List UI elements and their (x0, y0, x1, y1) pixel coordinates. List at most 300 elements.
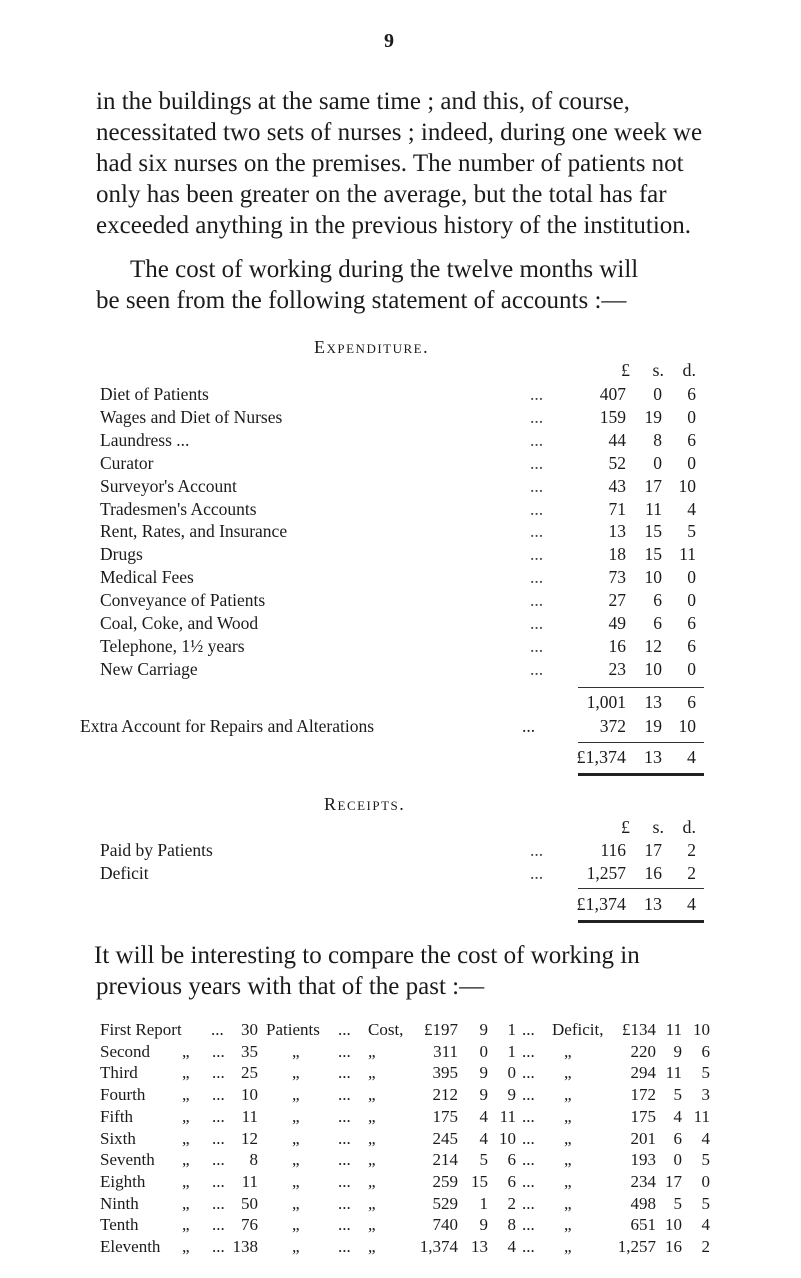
cost-paragraph (96, 254, 736, 316)
deficit-pence: 4 (701, 1128, 710, 1148)
ditto-mark: „ (368, 1171, 376, 1191)
amount-pounds: 49 (608, 613, 626, 633)
compare-line: It will be interesting to compare the cost of working in (94, 942, 640, 969)
ditto-mark: „ (368, 1085, 376, 1105)
report-name: First Report (100, 1020, 182, 1039)
cost-pence: 4 (507, 1237, 516, 1256)
expenditure-row (0, 499, 801, 522)
leader-dots: ... (530, 498, 544, 519)
amount-shillings: 6 (653, 613, 662, 633)
expenditure-label: New Carriage (100, 658, 198, 679)
deficit-shillings: 11 (665, 1063, 682, 1083)
leader-dots: ... (211, 1020, 224, 1039)
receipts-double-rule (578, 920, 704, 923)
cost-pence: 6 (507, 1150, 516, 1170)
leader-dots: ... (530, 544, 544, 565)
cost-shillings: 5 (479, 1150, 488, 1170)
amount-pence: 4 (687, 498, 696, 519)
deficit-pence: 10 (693, 1020, 710, 1039)
leader-dots: ... (522, 1063, 535, 1083)
cost-pounds: 212 (432, 1085, 458, 1105)
ditto-mark: „ (564, 1215, 572, 1235)
deficit-shillings: 6 (673, 1128, 682, 1148)
leader-dots: ... (212, 1150, 225, 1170)
report-name: Fifth (100, 1106, 134, 1126)
patients-count: 11 (241, 1106, 258, 1126)
receipts-label: Paid by Patients (100, 840, 213, 860)
leader-dots: ... (212, 1193, 225, 1213)
ditto-mark: „ (182, 1193, 190, 1213)
report-name: Fourth (100, 1085, 146, 1105)
deficit-pounds: 498 (630, 1193, 656, 1213)
leader-dots: ... (522, 1106, 535, 1126)
expenditure-row (0, 567, 801, 590)
amount-pence: 0 (687, 406, 696, 427)
expenditure-label: Curator (100, 452, 154, 473)
ditto-mark: „ (292, 1193, 300, 1213)
amount-shillings: 16 (644, 863, 662, 883)
expenditure-label: Diet of Patients (100, 384, 209, 404)
amount-pence: 2 (687, 863, 696, 883)
amount-pence: 0 (687, 452, 696, 473)
leader-dots: ... (522, 1193, 535, 1213)
leader-dots: ... (522, 1085, 535, 1105)
leader-dots: ... (338, 1128, 351, 1148)
cost-shillings: 9 (479, 1020, 488, 1039)
leader-dots: ... (530, 613, 544, 633)
ditto-mark: „ (182, 1106, 190, 1126)
deficit-label: Deficit, (552, 1020, 604, 1039)
amount-pounds: 16 (608, 635, 626, 656)
cost-pence: 2 (507, 1193, 516, 1213)
deficit-pence: 5 (701, 1193, 710, 1213)
amount-shillings: 17 (644, 840, 662, 860)
comparison-row (0, 1129, 801, 1151)
ditto-mark: „ (182, 1063, 190, 1083)
patients-count: 35 (241, 1041, 258, 1061)
pound-unit: £ (621, 360, 630, 380)
amount-pounds: 43 (608, 475, 626, 496)
ditto-mark: „ (292, 1041, 300, 1061)
amount-shillings: 11 (645, 498, 662, 519)
deficit-pounds: 175 (630, 1106, 656, 1126)
deficit-pence: 2 (701, 1237, 710, 1256)
amount-shillings: 10 (644, 658, 662, 679)
amount-pounds: 52 (608, 452, 626, 473)
intro-paragraph (96, 86, 736, 241)
expenditure-label: Telephone, 1½ years (100, 635, 245, 656)
leader-dots: ... (212, 1171, 225, 1191)
ditto-mark: „ (564, 1063, 572, 1083)
amount-shillings: 19 (644, 406, 662, 427)
expenditure-row (0, 544, 801, 567)
pence-unit: d. (682, 817, 696, 837)
ditto-mark: „ (368, 1237, 376, 1256)
deficit-pounds: 201 (630, 1128, 656, 1148)
cost-pounds: 245 (432, 1128, 458, 1148)
expenditure-title: Expenditure. (314, 337, 430, 357)
amount-pounds: 71 (608, 498, 626, 519)
ditto-mark: „ (368, 1193, 376, 1213)
patients-count: 138 (232, 1237, 258, 1256)
ditto-mark: „ (564, 1128, 572, 1148)
patients-count: 11 (241, 1171, 258, 1191)
amount-pounds: 73 (608, 567, 626, 588)
comparison-row (0, 1042, 801, 1064)
patients-count: 76 (241, 1215, 258, 1235)
amount-pence: 0 (687, 567, 696, 588)
ditto-mark: „ (564, 1193, 572, 1213)
report-name: Seventh (100, 1150, 155, 1170)
deficit-pence: 0 (701, 1171, 710, 1191)
deficit-pence: 4 (701, 1215, 710, 1235)
ditto-mark: „ (292, 1171, 300, 1191)
expenditure-row (0, 613, 801, 636)
leader-dots: ... (522, 1150, 535, 1170)
leader-dots: ... (530, 452, 544, 473)
ditto-mark: „ (292, 1150, 300, 1170)
ditto-mark: „ (292, 1237, 300, 1256)
amount-pence: 10 (678, 475, 696, 496)
comparison-row (0, 1107, 801, 1129)
cost-pounds: 395 (432, 1063, 458, 1083)
subtotal-shillings: 13 (644, 692, 662, 712)
expenditure-label: Surveyor's Account (100, 475, 237, 496)
amount-pounds: 13 (608, 521, 626, 542)
leader-dots: ... (338, 1063, 351, 1083)
patients-count: 12 (241, 1128, 258, 1148)
receipts-units (0, 817, 801, 839)
leader-dots: ... (530, 635, 544, 656)
deficit-shillings: 9 (673, 1041, 682, 1061)
leader-dots: ... (522, 1215, 535, 1235)
cost-label: Cost, (368, 1020, 404, 1039)
cost-shillings: 13 (471, 1237, 488, 1256)
intro-line: only has been greater on the average, but the total has far (96, 181, 667, 208)
expenditure-row (0, 659, 801, 682)
deficit-shillings: 0 (673, 1150, 682, 1170)
deficit-pence: 6 (701, 1041, 710, 1061)
amount-pence: 2 (687, 840, 696, 860)
amount-shillings: 12 (644, 635, 662, 656)
report-name: Tenth (100, 1215, 139, 1235)
deficit-pounds: 220 (630, 1041, 656, 1061)
expenditure-label: Coal, Coke, and Wood (100, 613, 259, 633)
compare-paragraph (96, 940, 736, 1002)
receipts-label: Deficit (100, 863, 149, 883)
amount-pence: 6 (687, 429, 696, 450)
amount-pence: 5 (687, 521, 696, 542)
receipts-row (0, 840, 801, 863)
leader-dots: ... (338, 1237, 351, 1256)
ditto-mark: „ (368, 1106, 376, 1126)
deficit-pence: 5 (701, 1063, 710, 1083)
pound-unit: £ (621, 817, 630, 837)
cost-pence: 9 (507, 1085, 516, 1105)
leader-dots: ... (338, 1171, 351, 1191)
leader-dots: ... (212, 1063, 225, 1083)
ditto-mark: „ (564, 1150, 572, 1170)
report-name: Second (100, 1041, 151, 1061)
deficit-shillings: 16 (665, 1237, 682, 1256)
ditto-mark: „ (182, 1128, 190, 1148)
leader-dots: ... (522, 1020, 535, 1039)
expenditure-label: Drugs (100, 544, 143, 565)
report-name: Sixth (100, 1128, 136, 1148)
expenditure-label: Medical Fees (100, 567, 194, 588)
patients-count: 10 (241, 1085, 258, 1105)
expenditure-total (0, 747, 801, 770)
report-name: Eighth (100, 1171, 146, 1191)
cost-shillings: 15 (471, 1171, 488, 1191)
leader-dots: ... (212, 1215, 225, 1235)
cost-pounds: 175 (432, 1106, 458, 1126)
amount-shillings: 8 (653, 429, 662, 450)
cost-shillings: 0 (479, 1041, 488, 1061)
report-name: Ninth (100, 1193, 139, 1213)
ditto-mark: „ (368, 1215, 376, 1235)
intro-line: exceeded anything in the previous history of the institution. (96, 212, 692, 239)
amount-shillings: 17 (644, 475, 662, 496)
total-rule (578, 742, 704, 743)
deficit-pence: 3 (701, 1085, 710, 1105)
amount-shillings: 15 (644, 521, 662, 542)
receipts-total (0, 894, 801, 917)
cost-pence: 10 (499, 1128, 516, 1148)
cost-pounds: 740 (432, 1215, 458, 1235)
cost-shillings: 4 (479, 1128, 488, 1148)
deficit-pounds: 294 (630, 1063, 656, 1083)
compare-line: previous years with that of the past :— (96, 973, 485, 1000)
ditto-mark: „ (368, 1128, 376, 1148)
cost-shillings: 9 (479, 1063, 488, 1083)
comparison-row (0, 1020, 801, 1042)
ditto-mark: „ (564, 1085, 572, 1105)
expenditure-label: Conveyance of Patients (100, 590, 266, 611)
comparison-row (0, 1237, 801, 1259)
leader-dots: ... (530, 567, 544, 588)
amount-pounds: 27 (608, 590, 626, 611)
amount-pounds: 18 (608, 544, 626, 565)
ditto-mark: „ (292, 1128, 300, 1148)
deficit-shillings: 4 (673, 1106, 682, 1126)
extra-pence: 10 (678, 716, 696, 736)
ditto-mark: „ (292, 1085, 300, 1105)
ditto-mark: „ (182, 1041, 190, 1061)
shilling-unit: s. (652, 360, 664, 380)
leader-dots: ... (522, 1128, 535, 1148)
ditto-mark: „ (564, 1237, 572, 1256)
leader-dots: ... (530, 384, 544, 404)
page-number: 9 (384, 30, 394, 52)
ditto-mark: „ (182, 1085, 190, 1105)
ditto-mark: „ (292, 1215, 300, 1235)
cost-pounds: 214 (432, 1150, 458, 1170)
deficit-pounds: 651 (630, 1215, 656, 1235)
expenditure-row (0, 636, 801, 659)
amount-pounds: 44 (608, 429, 626, 450)
expenditure-row (0, 384, 801, 407)
leader-dots: ... (530, 406, 544, 427)
leader-dots: ... (530, 590, 544, 611)
amount-pounds: 116 (600, 840, 626, 860)
shilling-unit: s. (652, 817, 664, 837)
ditto-mark: „ (564, 1041, 572, 1061)
leader-dots: ... (212, 1041, 225, 1061)
comparison-row (0, 1150, 801, 1172)
amount-shillings: 15 (644, 544, 662, 565)
deficit-shillings: 17 (665, 1171, 682, 1191)
patients-count: 8 (249, 1150, 258, 1170)
amount-shillings: 10 (644, 567, 662, 588)
expenditure-label: Tradesmen's Accounts (100, 498, 257, 519)
deficit-shillings: 5 (673, 1085, 682, 1105)
total-pence: 4 (687, 747, 696, 767)
amount-shillings: 0 (653, 384, 662, 404)
patients-count: 50 (241, 1193, 258, 1213)
receipts-total-shillings: 13 (644, 894, 662, 914)
expenditure-row (0, 476, 801, 499)
leader-dots: ... (530, 475, 544, 496)
leader-dots: ... (522, 716, 536, 736)
amount-pence: 6 (687, 635, 696, 656)
cost-pence: 6 (507, 1171, 516, 1191)
leader-dots: ... (338, 1150, 351, 1170)
deficit-shillings: 11 (665, 1020, 682, 1039)
expenditure-row (0, 407, 801, 430)
leader-dots: ... (212, 1106, 225, 1126)
deficit-pounds: 1,257 (617, 1237, 656, 1256)
cost-pence: 1 (507, 1020, 516, 1039)
amount-pounds: 23 (608, 658, 626, 679)
leader-dots: ... (530, 658, 544, 679)
amount-pence: 11 (679, 544, 696, 565)
amount-shillings: 0 (653, 452, 662, 473)
ditto-mark: „ (292, 1063, 300, 1083)
leader-dots: ... (212, 1237, 225, 1256)
leader-dots: ... (522, 1171, 535, 1191)
leader-dots: ... (338, 1215, 351, 1235)
intro-line: necessitated two sets of nurses ; indeed, during one week we (96, 119, 703, 146)
expenditure-row (0, 590, 801, 613)
leader-dots: ... (530, 840, 544, 860)
leader-dots: ... (530, 429, 544, 450)
cost-pounds: 259 (432, 1171, 458, 1191)
cost-pence: 0 (507, 1063, 516, 1083)
cost-line: The cost of working during the twelve months will (130, 256, 639, 283)
extra-shillings: 19 (644, 716, 662, 736)
deficit-pounds: 172 (630, 1085, 656, 1105)
leader-dots: ... (522, 1237, 535, 1256)
receipts-total-rule (578, 888, 704, 889)
leader-dots: ... (338, 1085, 351, 1105)
intro-line: in the buildings at the same time ; and this, of course, (96, 88, 630, 115)
cost-pounds: 311 (433, 1041, 458, 1061)
comparison-row (0, 1172, 801, 1194)
ditto-mark: „ (182, 1215, 190, 1235)
leader-dots: ... (212, 1085, 225, 1105)
total-pounds: £1,374 (576, 747, 626, 767)
ditto-mark: „ (368, 1063, 376, 1083)
comparison-row (0, 1063, 801, 1085)
patients-count: 25 (241, 1063, 258, 1083)
expenditure-row (0, 521, 801, 544)
receipts-total-pence: 4 (687, 894, 696, 914)
comparison-row (0, 1215, 801, 1237)
leader-dots: ... (212, 1128, 225, 1148)
cost-pence: 8 (507, 1215, 516, 1235)
subtotal-pounds: 1,001 (586, 692, 626, 712)
cost-shillings: 1 (479, 1193, 488, 1213)
amount-pence: 6 (687, 613, 696, 633)
expenditure-units (0, 360, 801, 382)
deficit-shillings: 5 (673, 1193, 682, 1213)
leader-dots: ... (530, 863, 544, 883)
expenditure-label: Wages and Diet of Nurses (100, 406, 283, 427)
receipts-total-pounds: £1,374 (576, 894, 626, 914)
amount-shillings: 6 (653, 590, 662, 611)
subtotal-pence: 6 (687, 692, 696, 712)
cost-shillings: 9 (479, 1085, 488, 1105)
deficit-pounds: 193 (630, 1150, 656, 1170)
expenditure-row (0, 453, 801, 476)
amount-pounds: 407 (599, 384, 626, 404)
amount-pence: 0 (687, 590, 696, 611)
leader-dots: ... (338, 1193, 351, 1213)
deficit-pounds: 234 (630, 1171, 656, 1191)
deficit-pence: 11 (693, 1106, 710, 1126)
receipts-row (0, 863, 801, 886)
cost-shillings: 4 (479, 1106, 488, 1126)
pence-unit: d. (682, 360, 696, 380)
ditto-mark: „ (368, 1041, 376, 1061)
ditto-mark: „ (182, 1171, 190, 1191)
extra-account-row (0, 716, 801, 739)
cost-pounds: 529 (432, 1193, 458, 1213)
ditto-mark: „ (182, 1150, 190, 1170)
ditto-mark: „ (564, 1106, 572, 1126)
cost-line: be seen from the following statement of accounts :— (96, 287, 627, 314)
amount-pence: 6 (687, 384, 696, 404)
cost-pounds: £197 (424, 1020, 458, 1039)
subtotal-rule (578, 687, 704, 688)
ditto-mark: „ (564, 1171, 572, 1191)
cost-pounds: 1,374 (419, 1237, 458, 1256)
cost-shillings: 9 (479, 1215, 488, 1235)
deficit-pence: 5 (701, 1150, 710, 1170)
expenditure-label: Laundress ... (100, 429, 190, 450)
receipts-title: Receipts. (324, 794, 406, 814)
leader-dots: ... (338, 1106, 351, 1126)
leader-dots: ... (338, 1041, 351, 1061)
cost-pence: 11 (499, 1106, 516, 1126)
report-name: Eleventh (100, 1237, 161, 1256)
extra-pounds: 372 (599, 716, 626, 736)
intro-line: had six nurses on the premises. The number of patients not (96, 150, 684, 177)
expenditure-row (0, 430, 801, 453)
cost-pence: 1 (507, 1041, 516, 1061)
report-name: Third (100, 1063, 138, 1083)
extra-account-label: Extra Account for Repairs and Alterations (80, 716, 375, 736)
ditto-mark: „ (292, 1106, 300, 1126)
comparison-row (0, 1085, 801, 1107)
ditto-mark: „ (368, 1150, 376, 1170)
comparison-row (0, 1194, 801, 1216)
total-double-rule (578, 773, 704, 776)
expenditure-label: Rent, Rates, and Insurance (100, 521, 288, 542)
total-shillings: 13 (644, 747, 662, 767)
amount-pounds: 159 (599, 406, 626, 427)
